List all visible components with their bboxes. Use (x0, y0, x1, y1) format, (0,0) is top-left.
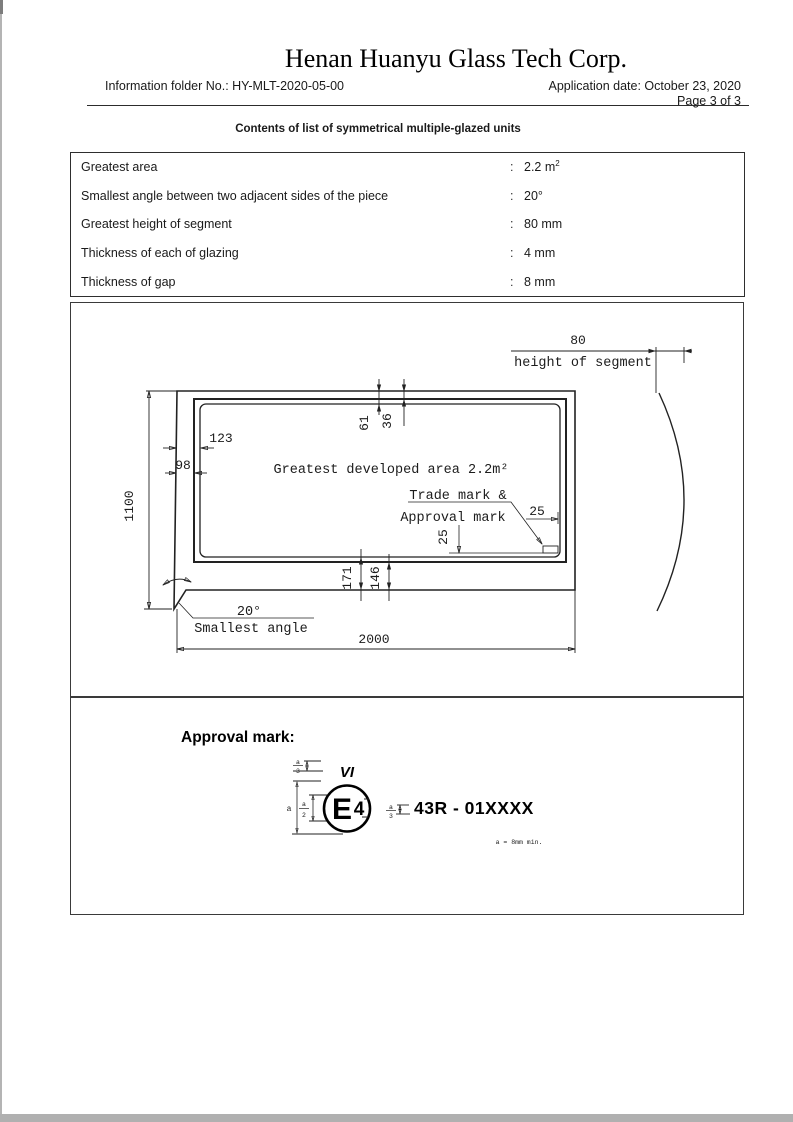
table-row (71, 153, 744, 182)
minimum-size-note: a = 8mm min. (495, 839, 543, 846)
dimension-text-146: 146 (368, 566, 383, 590)
dimension-text-123: 123 (209, 431, 233, 446)
segment-arc (657, 393, 684, 611)
trademark-placeholder-box (543, 546, 558, 553)
glazing-unit-drawing (71, 303, 742, 695)
e-mark-number: 4 (353, 799, 365, 820)
superscript: 2 (555, 159, 560, 169)
dimension-text-171: 171 (340, 566, 355, 590)
header-rule (87, 105, 749, 106)
arrowhead (387, 562, 391, 570)
dimension-text-36: 36 (380, 413, 395, 429)
approval-number-text: 43R - 01XXXX (414, 798, 534, 818)
e-mark-diagram (71, 698, 742, 913)
spec-value: 20° (524, 188, 543, 203)
dimension-text-25v: 25 (436, 529, 451, 545)
spec-separator: : (510, 160, 514, 175)
spec-label: Thickness of gap (81, 274, 176, 289)
spec-separator: : (510, 246, 514, 261)
spec-separator: : (510, 217, 514, 232)
spec-value: 8 mm (524, 274, 556, 289)
arrowhead (402, 399, 406, 407)
dimension-text-1100: 1100 (122, 490, 137, 522)
page-number: Page 3 of 3 (677, 94, 741, 108)
arrowhead (684, 349, 692, 354)
spec-label: Thickness of each of glazing (81, 246, 239, 261)
spec-separator: : (510, 274, 514, 289)
fraction-a3-numerator: a (296, 759, 300, 766)
trademark-label-line1: Trade mark & (409, 489, 507, 504)
spec-label: Greatest height of segment (81, 217, 232, 232)
spec-table (70, 152, 745, 297)
angle-arc (163, 579, 191, 585)
fraction-a3-denominator: 3 (296, 768, 300, 775)
table-row (71, 239, 744, 268)
greatest-developed-area-label: Greatest developed area 2.2m² (273, 463, 509, 478)
arrowhead (387, 583, 391, 591)
arrowhead (377, 404, 381, 412)
arrowhead (359, 583, 363, 591)
technical-drawing-panel (70, 302, 744, 697)
dimension-text-2000: 2000 (358, 632, 390, 647)
dimension-text-25h: 25 (529, 504, 545, 519)
angle-value-text: 20° (236, 605, 262, 620)
application-date: Application date: October 23, 2020 (548, 79, 741, 93)
approval-mark-heading: Approval mark: (181, 729, 295, 746)
spec-value: 2.2 $m^2$ (524, 159, 560, 175)
document-subtitle: Contents of list of symmetrical multiple-glazed units (235, 123, 521, 135)
spec-value: 4 mm (524, 246, 556, 261)
smallest-angle-label: Smallest angle (194, 622, 308, 637)
spec-label: Greatest area (81, 160, 158, 175)
scan-bottom-edge (0, 1114, 793, 1122)
fraction-a3-numerator: a (389, 804, 393, 811)
e-mark-letter: E (331, 793, 353, 826)
fraction-a2-denominator: 2 (302, 812, 306, 819)
scan-left-edge (0, 0, 2, 1122)
dimension-text-80: 80 (570, 333, 586, 348)
fraction-a2-numerator: a (302, 801, 306, 808)
fraction-a3-denominator: 3 (389, 813, 393, 820)
scan-corner-artifact (0, 0, 3, 14)
dimension-text-a: a (286, 805, 292, 814)
arrowhead (359, 557, 363, 565)
spec-value: 80 mm (524, 217, 563, 232)
table-row (71, 210, 744, 239)
company-title: Henan Huanyu Glass Tech Corp. (284, 44, 628, 73)
dimension-text-98: 98 (175, 458, 191, 473)
table-row (71, 267, 744, 296)
info-folder-number: Information folder No.: HY-MLT-2020-05-00 (105, 79, 345, 93)
height-of-segment-label: height of segment (514, 356, 652, 371)
glazing-class-vi-label: VI (339, 764, 355, 781)
dimension-text-61: 61 (357, 415, 372, 431)
table-row (71, 182, 744, 211)
approval-mark-panel (70, 697, 744, 915)
arrowhead (649, 349, 657, 354)
trademark-label-line2: Approval mark (400, 511, 506, 526)
spec-separator: : (510, 188, 514, 203)
spec-label: Smallest angle between two adjacent sides of the piece (81, 188, 389, 203)
